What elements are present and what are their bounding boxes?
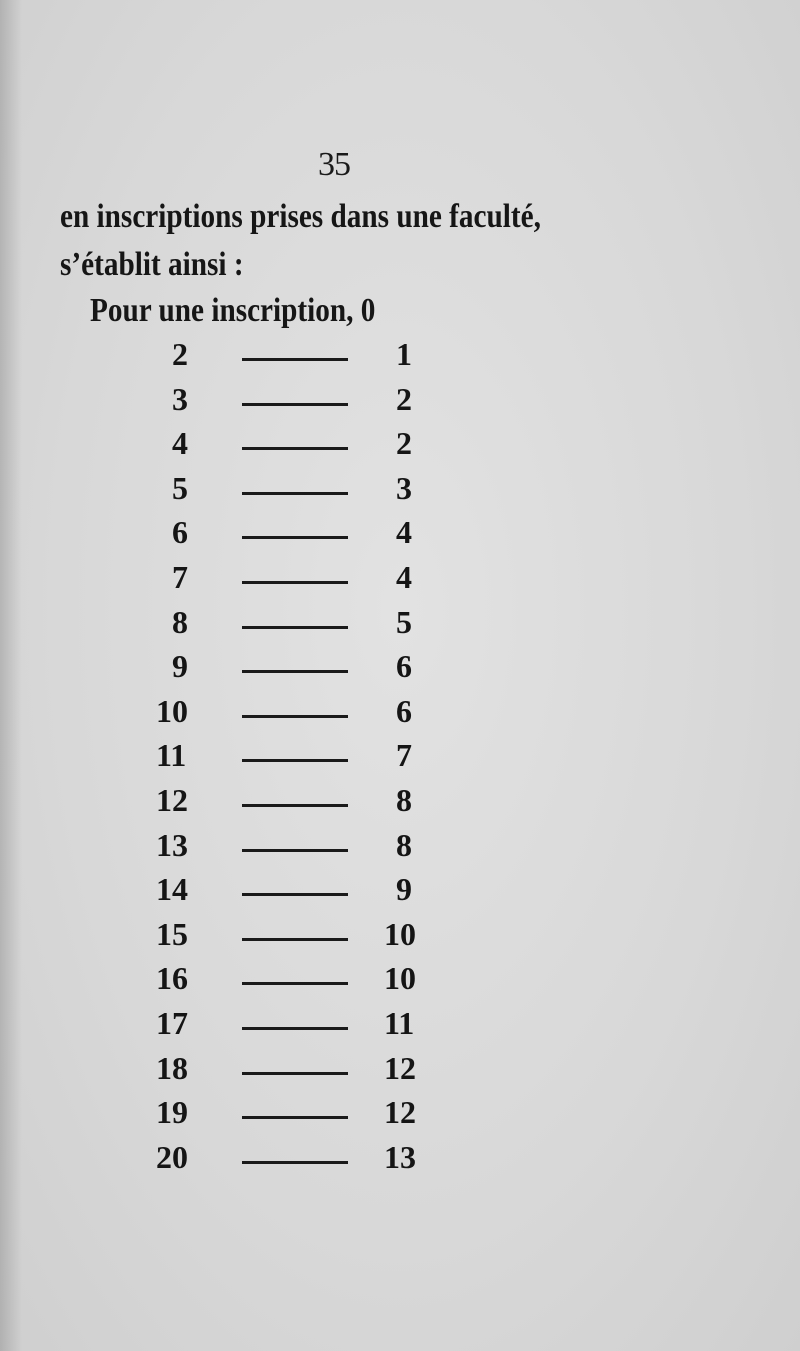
equivalent-value: 13 — [384, 1138, 416, 1175]
dash-rule — [242, 358, 348, 361]
dash-rule — [242, 1161, 348, 1164]
table-row — [0, 381, 800, 425]
inscription-count: 4 — [172, 425, 188, 462]
inscription-count: 9 — [172, 648, 188, 685]
inscription-count: 2 — [172, 336, 188, 372]
equivalent-value: 6 — [396, 692, 412, 729]
inscription-count: 10 — [156, 692, 188, 729]
equivalent-value: 12 — [384, 1094, 416, 1131]
table-row — [0, 1050, 800, 1094]
equivalent-value: 6 — [396, 648, 412, 685]
paragraph-line: en inscriptions prises dans une faculté, — [60, 198, 541, 235]
table-row — [0, 1094, 800, 1138]
dash-rule — [242, 1116, 348, 1119]
table-row — [0, 514, 800, 558]
inscription-count: 20 — [156, 1138, 188, 1175]
equivalent-value: 10 — [384, 915, 416, 952]
table-row — [0, 693, 800, 737]
dash-rule — [242, 447, 348, 450]
table-row — [0, 827, 800, 871]
dash-rule — [242, 982, 348, 985]
inscription-count: 13 — [156, 826, 188, 863]
dash-rule — [242, 581, 348, 584]
paragraph-line: Pour une inscription, 0 — [90, 292, 376, 329]
table-row — [0, 470, 800, 514]
table-row — [0, 425, 800, 469]
table-row — [0, 871, 800, 915]
table-row — [0, 604, 800, 648]
equivalent-value: 7 — [396, 737, 412, 774]
dash-rule — [242, 759, 348, 762]
inscription-count: 12 — [156, 782, 188, 818]
dash-rule — [242, 492, 348, 495]
table-row — [0, 648, 800, 692]
dash-rule — [242, 893, 348, 896]
inscription-count: 6 — [172, 514, 188, 551]
inscription-count: 14 — [156, 871, 188, 908]
equivalent-value: 9 — [396, 871, 412, 908]
equivalent-value: 3 — [396, 469, 412, 506]
dash-rule — [242, 1027, 348, 1030]
inscription-count: 7 — [172, 559, 188, 595]
inscription-count: 3 — [172, 380, 188, 417]
dash-rule — [242, 849, 348, 852]
equivalent-value: 1 — [396, 336, 412, 372]
dash-rule — [242, 626, 348, 629]
equivalent-value: 12 — [384, 1049, 416, 1086]
inscription-count: 16 — [156, 960, 188, 997]
inscription-count: 8 — [172, 603, 188, 640]
dash-rule — [242, 403, 348, 406]
inscription-count: 17 — [156, 1005, 188, 1041]
dash-rule — [242, 536, 348, 539]
inscription-count: 15 — [156, 915, 188, 952]
equivalent-value: 11 — [384, 1005, 415, 1041]
inscription-count: 18 — [156, 1049, 188, 1086]
equivalent-value: 8 — [396, 826, 412, 863]
dash-rule — [242, 804, 348, 807]
equivalent-value: 4 — [396, 559, 412, 595]
table-row — [0, 1005, 800, 1049]
equivalent-value: 8 — [396, 782, 412, 818]
equivalent-value: 10 — [384, 960, 416, 997]
table-row — [0, 782, 800, 826]
paragraph-line: s’établit ainsi : — [60, 246, 244, 283]
table-row — [0, 559, 800, 603]
table-row — [0, 737, 800, 781]
dash-rule — [242, 670, 348, 673]
inscription-count: 5 — [172, 469, 188, 506]
equivalent-value: 5 — [396, 603, 412, 640]
table-row — [0, 960, 800, 1004]
dash-rule — [242, 938, 348, 941]
dash-rule — [242, 1072, 348, 1075]
table-row — [0, 1139, 800, 1183]
equivalent-value: 4 — [396, 514, 412, 551]
dash-rule — [242, 715, 348, 718]
inscription-count: 19 — [156, 1094, 188, 1131]
page-number: 35 — [318, 146, 350, 183]
equivalent-value: 2 — [396, 380, 412, 417]
inscription-count: 11 — [156, 737, 187, 774]
table-row — [0, 336, 800, 380]
table-row — [0, 916, 800, 960]
equivalent-value: 2 — [396, 425, 412, 462]
